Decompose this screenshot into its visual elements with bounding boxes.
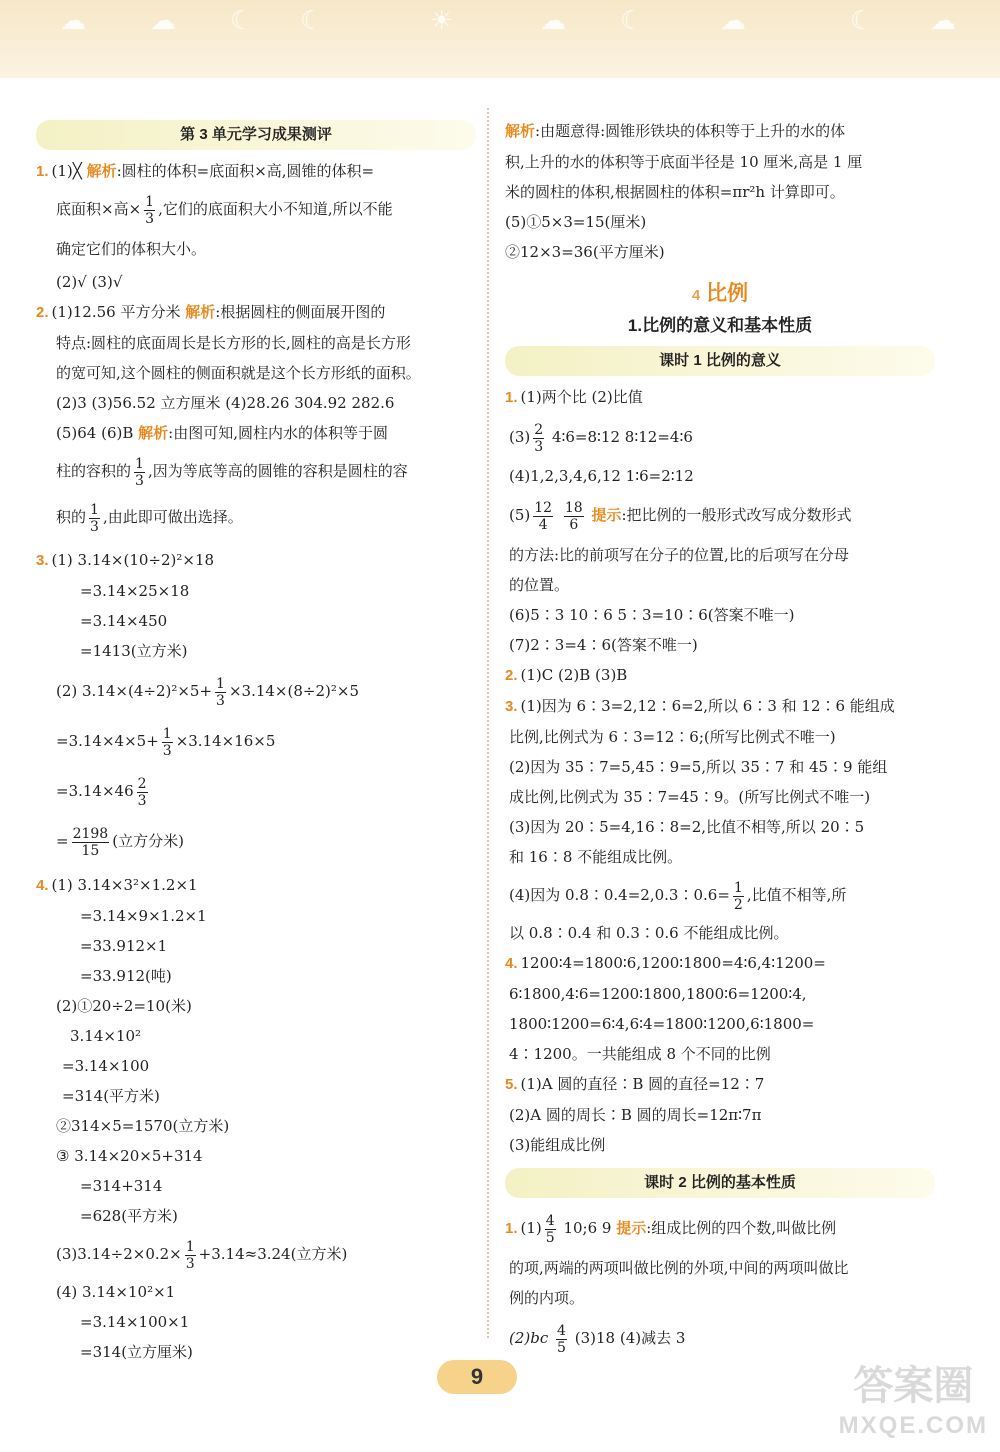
answer-text: 以 0.8∶0.4 和 0.3∶0.6 不能组成比例。	[509, 924, 789, 942]
analysis-label: 解析	[86, 163, 117, 180]
answer-text: ,比值不相等,所	[746, 886, 847, 904]
lesson-1-banner: 课时 1 比例的意义	[505, 346, 935, 376]
chapter-number: 4	[691, 287, 701, 304]
answer-text: 确定它们的体积大小。	[56, 240, 207, 258]
answer-text: :组成比例的四个数,叫做比例	[646, 1219, 837, 1237]
calc-line: (1) 3.14×(10÷2)²×18	[51, 551, 215, 569]
answer-text: 1200∶4=1800∶6,1200∶1800=4∶6,4∶1200=	[520, 954, 826, 972]
answer-3: 3. (1) 3.14×(10÷2)²×18 =3.14×25×18 =3.14×450 =1413(立方米) (2) 3.14×(4÷2)²×5+ $\frac{1}{3}$ ×3.14×(8÷2)²×5 =3.14×4×5+ $\frac{1}{3}$ ×3.14×16×5 =3.14×46 $\frac{2}{3}$ = $\frac{2198}{15}$ (立方分米)	[36, 551, 359, 859]
answer-text: :圆柱的体积=底面积×高,圆锥的体积=	[116, 162, 375, 180]
answer-text: (2)因为 35∶7=5,45∶9=5,所以 35∶7 和 45∶9 能组	[509, 758, 888, 776]
watermark-logo: 答案圈	[853, 1364, 974, 1408]
right-column	[505, 116, 935, 1363]
answer-text: (1)	[520, 1219, 542, 1237]
answer-text: 的位置。	[509, 576, 570, 594]
question-number: 1.	[505, 1220, 518, 1237]
answer-text: 积的	[56, 508, 87, 526]
column-divider	[487, 108, 489, 1338]
lesson-2-banner: 课时 2 比例的基本性质	[505, 1168, 935, 1198]
watermark	[839, 1366, 988, 1446]
answer-text: :由题意得:圆锥形铁块的体积等于上升的水的体	[535, 122, 846, 140]
fraction: $\frac{1}{3}$	[185, 1238, 195, 1272]
fraction: $\frac{2}{3}$	[534, 421, 544, 455]
fraction: $\frac{2}{3}$	[137, 775, 147, 809]
answer-text: (5)64 (6)B	[56, 424, 134, 442]
answer-text: 积,上升的水的体积等于底面半径是 10 厘米,高是 1 厘	[505, 153, 863, 171]
fraction: $\frac{1}{3}$	[216, 675, 225, 709]
answer-text: ,它们的底面积大小不知道,所以不能	[158, 200, 393, 218]
calc-line: =3.14×100×1	[80, 1313, 190, 1331]
question-number: 1.	[36, 163, 49, 180]
calc-line: =3.14×9×1.2×1	[80, 907, 207, 925]
answer-text: (3)能组成比例	[509, 1136, 606, 1154]
fraction: $\frac{1}{2}$	[733, 879, 743, 913]
header-decoration-band	[0, 0, 1000, 78]
calc-line: =628(平方米)	[80, 1207, 178, 1225]
answer-4	[36, 870, 476, 1367]
analysis-label: 解析	[505, 123, 536, 140]
section-title: 1.比例的意义和基本性质	[627, 316, 813, 335]
answer-text: (4)因为 0.8∶0.4=2,0.3∶0.6=	[509, 886, 730, 904]
calc-line: ×3.14×16×5	[175, 732, 276, 750]
question-number: 5.	[505, 1076, 518, 1093]
question-number: 4.	[36, 877, 49, 894]
answer-text: (1)因为 6∶3=2,12∶6=2,所以 6∶3 和 12∶6 能组成	[520, 697, 895, 715]
unit-test-banner: 第 3 单元学习成果测评	[36, 120, 476, 150]
answer-text: (7)2∶3=4∶6(答案不唯一)	[509, 636, 698, 654]
answer-text: (3)因为 20∶5=4,16∶8=2,比值不相等,所以 20∶5	[509, 818, 865, 836]
moon-icon: ☾	[230, 6, 254, 36]
question-number: 2.	[36, 304, 49, 321]
answer-text: ,由此即可做出选择。	[102, 508, 243, 526]
fraction: $\frac{12}{4}$	[534, 499, 553, 533]
answer-text: (5)①5×3=15(厘米)	[505, 213, 647, 231]
calc-line: =33.912×1	[80, 937, 168, 955]
question-number: 2.	[505, 667, 518, 684]
cloud-icon: ☁	[150, 6, 176, 36]
calc-line: (立方分米)	[112, 832, 184, 850]
calc-line: (1) 3.14×3²×1.2×1	[51, 876, 198, 894]
lesson1-answer-1	[505, 382, 935, 660]
answer-text: 特点:圆柱的底面周长是长方形的长,圆柱的高是长方形	[56, 334, 411, 352]
calc-line: (2)①20÷2=10(米)	[56, 997, 192, 1015]
answer-text: (5)	[509, 506, 531, 524]
answer-text: (6)5∶3 10∶6 5∶3=10∶6(答案不唯一)	[509, 606, 795, 624]
calc-line: =3.14×100	[62, 1057, 150, 1075]
calc-line: =33.912(吨)	[80, 967, 172, 985]
calc-line: =3.14×46	[56, 782, 134, 800]
calc-line: +3.14≈3.24(立方米)	[198, 1245, 348, 1263]
answer-1	[36, 156, 476, 297]
fraction: $\frac{1}{3}$	[145, 193, 155, 227]
moon-icon: ☾	[620, 6, 644, 36]
answer-text: 比例,比例式为 6∶3=12∶6;(所写比例式不唯一)	[509, 728, 836, 746]
answer-text: 10;6 9	[558, 1219, 612, 1237]
question-number: 1.	[505, 389, 518, 406]
fraction: $\frac{1}{3}$	[162, 725, 172, 759]
question-number: 4.	[505, 955, 518, 972]
moon-icon: ☾	[850, 6, 874, 36]
answer-text: :由图可知,圆柱内水的体积等于圆	[168, 424, 388, 442]
lesson2-answer-1	[505, 1204, 935, 1363]
fraction: $\frac{4}{5}$	[557, 1322, 566, 1356]
calc-line: ②314×5=1570(立方米)	[56, 1117, 230, 1135]
answer-text: (2)√ (3)√	[56, 273, 123, 291]
answer-2	[36, 297, 476, 541]
lesson1-answer-5	[505, 1069, 935, 1160]
answer-text: (3)	[509, 428, 531, 446]
answer-text: 米的圆柱的体积,根据圆柱的体积=πr²h 计算即可。	[505, 183, 845, 201]
answer-text: 4∶6=8∶12 8∶12=4∶6	[547, 428, 693, 446]
answer-text: 的方法:比的前项写在分子的位置,比的后项写在分母	[509, 546, 849, 564]
answer-text: ,因为等底等高的圆锥的容积是圆柱的容	[147, 462, 408, 480]
calc-line: (2) 3.14×(4÷2)²×5+	[56, 682, 213, 700]
page-number: 9	[437, 1360, 517, 1394]
lesson1-answer-2	[505, 660, 935, 691]
answer-text: :根据圆柱的侧面展开图的	[215, 303, 386, 321]
answer-text: (3)18 (4)减去 3	[569, 1329, 686, 1347]
calc-line: ×3.14×(8÷2)²×5	[228, 682, 359, 700]
lesson1-answer-3	[505, 691, 935, 948]
answer-text: 的项,两端的两项叫做比例的外项,中间的两项叫做比	[509, 1259, 849, 1277]
cloud-icon: ☁	[720, 6, 746, 36]
answer-text: 例的内项。	[509, 1289, 585, 1307]
calc-line: =3.14×25×18	[80, 582, 190, 600]
answer-text: 6∶1800,4∶6=1200∶1800,1800∶6=1200∶4,	[509, 985, 807, 1003]
calc-line: =314(平方米)	[62, 1087, 160, 1105]
fraction: $\frac{2198}{15}$	[72, 825, 109, 859]
answer-text: (2)3 (3)56.52 立方厘米 (4)28.26 304.92 282.6	[56, 394, 395, 412]
calc-line: =314+314	[80, 1177, 163, 1195]
calc-line: =314(立方厘米)	[80, 1343, 193, 1361]
calc-line: (3)3.14÷2×0.2×	[56, 1245, 182, 1263]
moon-icon: ☾	[300, 6, 324, 36]
answer-text: (2)A 圆的周长∶B 圆的周长=12π∶7π	[509, 1106, 762, 1124]
analysis-label: 解析	[185, 304, 216, 321]
answer-text: 和 16∶8 不能组成比例。	[509, 848, 683, 866]
answer-text: (1)A 圆的直径∶B 圆的直径=12∶7	[520, 1075, 765, 1093]
answer-text: 底面积×高×	[56, 200, 142, 218]
cloud-icon: ☁	[60, 6, 86, 36]
answer-text: (1)C (2)B (3)B	[520, 666, 628, 684]
fraction: $\frac{18}{6}$	[564, 499, 583, 533]
answer-text: :把比例的一般形式改写成分数形式	[621, 506, 852, 524]
calc-line: =3.14×450	[80, 612, 168, 630]
calc-line: =1413(立方米)	[80, 642, 188, 660]
question-number: 3.	[36, 552, 49, 569]
fraction: $\frac{1}{3}$	[90, 501, 99, 535]
answer-text: (1)╳	[51, 162, 82, 180]
fraction: $\frac{1}{3}$	[135, 455, 144, 489]
answer-text: (1)12.56 平方分米	[51, 303, 181, 321]
answer-text: (1)两个比 (2)比值	[520, 388, 643, 406]
calc-line: =3.14×4×5+	[56, 732, 159, 750]
chapter-name: 比例	[706, 282, 749, 305]
tip-label: 提示	[591, 507, 622, 524]
analysis-label: 解析	[138, 425, 169, 442]
lesson1-answer-4	[505, 948, 935, 1069]
watermark-url: MXQE.COM	[838, 1412, 988, 1439]
answer-text: 柱的容积的	[56, 462, 132, 480]
answer-text: 4∶1200。一共能组成 8 个不同的比例	[509, 1045, 771, 1063]
calc-line: 3.14×10²	[70, 1027, 142, 1045]
calc-line: ③ 3.14×20×5+314	[56, 1147, 203, 1165]
answer-text: 的宽可知,这个圆柱的侧面积就是这个长方形纸的面积。	[56, 364, 421, 382]
calc-line: (4) 3.14×10²×1	[56, 1283, 176, 1301]
sun-icon: ☀	[430, 6, 454, 36]
answer-text: 成比例,比例式为 35∶7=45∶9。(所写比例式不唯一)	[509, 788, 871, 806]
answer-text: ②12×3=36(平方厘米)	[505, 243, 665, 261]
cloud-icon: ☁	[540, 6, 566, 36]
left-column	[36, 116, 476, 1367]
answer-text: 1800∶1200=6∶4,6∶4=1800∶1200,6∶1800=	[509, 1015, 815, 1033]
answer-text: (4)1,2,3,4,6,12 1∶6=2∶12	[509, 467, 694, 485]
fraction: $\frac{4}{5}$	[545, 1212, 555, 1246]
tip-label: 提示	[616, 1220, 647, 1237]
analysis-continuation	[505, 116, 935, 267]
answer-text: (2)bc	[509, 1329, 549, 1347]
chapter-title	[505, 277, 935, 307]
cloud-icon: ☁	[930, 6, 956, 36]
question-number: 3.	[505, 698, 518, 715]
